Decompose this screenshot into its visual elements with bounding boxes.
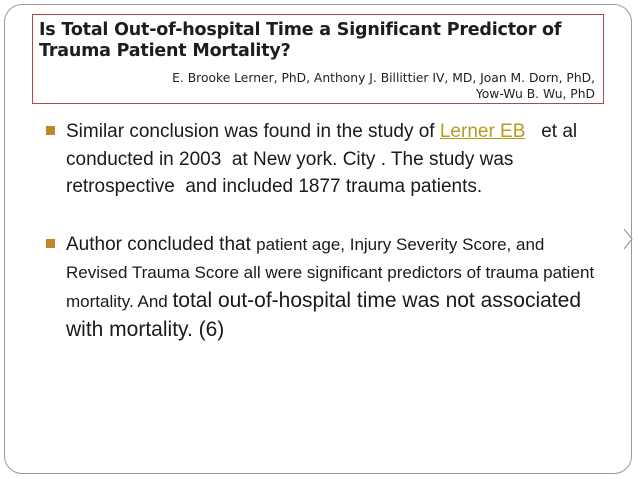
article-header-image (32, 14, 604, 104)
bullet-item-study (66, 118, 606, 201)
bullet-square-icon (46, 239, 55, 248)
article-authors (75, 70, 595, 102)
lerner-eb-link[interactable]: Lerner EB (439, 121, 526, 142)
article-title: Is Total Out-of-hospital Time a Significant Predictor of Trauma Patient Mortality? (39, 20, 562, 61)
bullet-list (66, 118, 606, 344)
bullet-square-icon (46, 126, 55, 135)
bullet-text (66, 121, 588, 197)
bullet-text (66, 234, 594, 341)
bullet-text-post: et al conducted in 2003 at New york. City . The study was retrospective and included 1877 trauma patients. (66, 121, 588, 197)
conclusion-part-3: total out-of-hospital time was not associated with mortality. (6) (66, 288, 581, 341)
conclusion-part-1: Author concluded that (66, 233, 257, 255)
authors-line-1: E. Brooke Lerner, PhD, Anthony J. Billittier IV, MD, Joan M. Dorn, PhD, (172, 71, 595, 85)
bullet-item-conclusion (66, 231, 606, 345)
conclusion-part-2: patient age, Injury Severity Score, and Revised Trauma Score all were significant predictors of trauma patient mortality. And (66, 234, 595, 311)
bullet-text-pre: Similar conclusion was found in the study of (66, 121, 440, 142)
slide-edge-arrow-icon (623, 228, 634, 250)
authors-line-2: Yow-Wu B. Wu, PhD (475, 87, 595, 101)
